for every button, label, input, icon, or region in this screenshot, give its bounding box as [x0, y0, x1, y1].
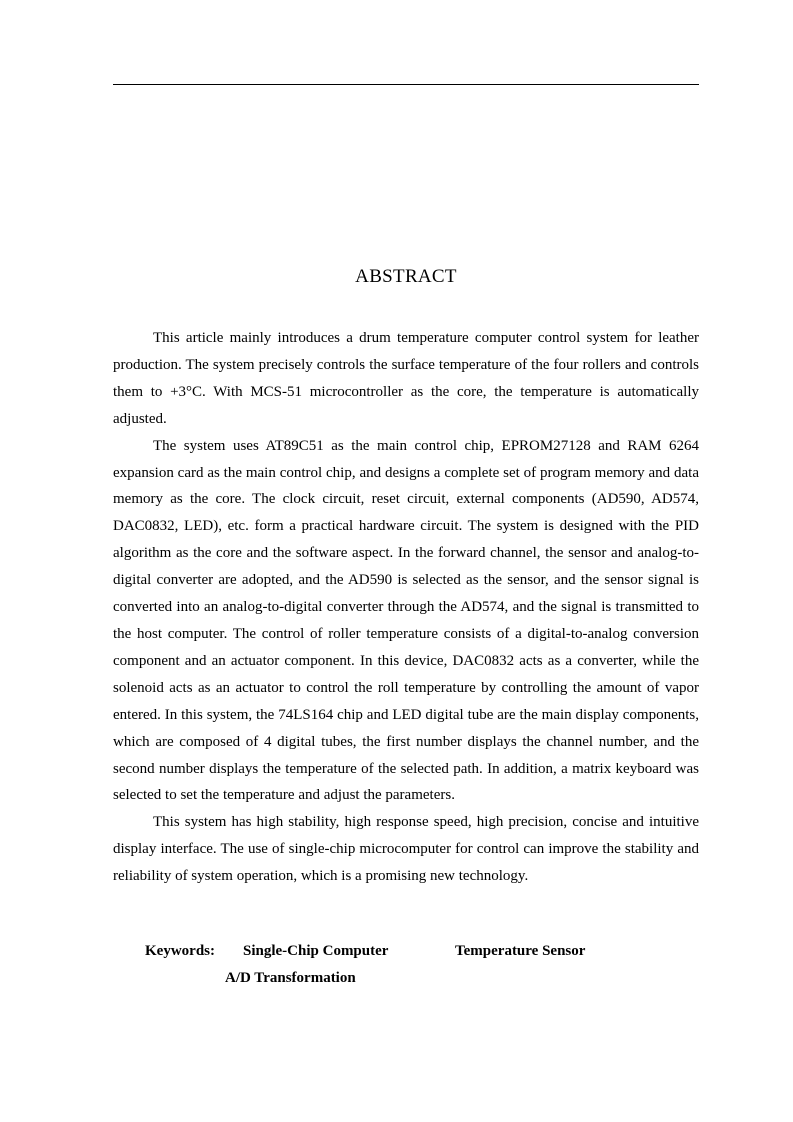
- keyword-item: Temperature Sensor: [455, 943, 586, 959]
- keywords-section: [145, 938, 699, 992]
- keywords-line-2: [145, 965, 699, 992]
- abstract-paragraph-1: This article mainly introduces a drum temperature computer control system for leather production. The system precisely controls the surface temperature of the four rollers and controls them to +3°C. With MCS-51 microcontroller as the core, the temperature is automatically adjusted.: [113, 330, 699, 427]
- page-title: ABSTRACT: [355, 266, 457, 287]
- keywords-label: Keywords:: [145, 943, 215, 959]
- abstract-body: [113, 325, 699, 890]
- keyword-item: Single-Chip Computer: [243, 943, 389, 959]
- header-rule: [113, 84, 699, 85]
- keyword-item: A/D Transformation: [225, 970, 356, 986]
- abstract-paragraph-2: The system uses AT89C51 as the main control chip, EPROM27128 and RAM 6264 expansion card as the main control chip, and designs a complete set of program memory and data memory as the core. The clock circuit, reset circuit, external components (AD590, AD574, DAC0832, LED), etc. form a practical hardware circuit. The system is designed with the PID algorithm as the core and the software aspect. In the forward channel, the sensor and analog-to-digital converter are adopted, and the AD590 is selected as the sensor, and the sensor signal is converted into an analog-to-digital converter through the AD574, and the signal is transmitted to the host computer. The control of roller temperature consists of a digital-to-analog conversion component and an actuator component. In this device, DAC0832 acts as a converter, while the solenoid acts as an actuator to control the roll temperature by controlling the amount of vapor entered. In this system, the 74LS164 chip and LED digital tube are the main display components, which are composed of 4 digital tubes, the first number displays the channel number, and the second number displays the temperature of the selected path. In addition, a matrix keyboard was selected to set the temperature and adjust the parameters.: [113, 437, 699, 804]
- keywords-line-1: [145, 938, 699, 965]
- abstract-paragraph-3: This system has high stability, high response speed, high precision, concise and intuitive display interface. The use of single-chip microcomputer for control can improve the stability and reliability of system operation, which is a promising new technology.: [113, 814, 699, 885]
